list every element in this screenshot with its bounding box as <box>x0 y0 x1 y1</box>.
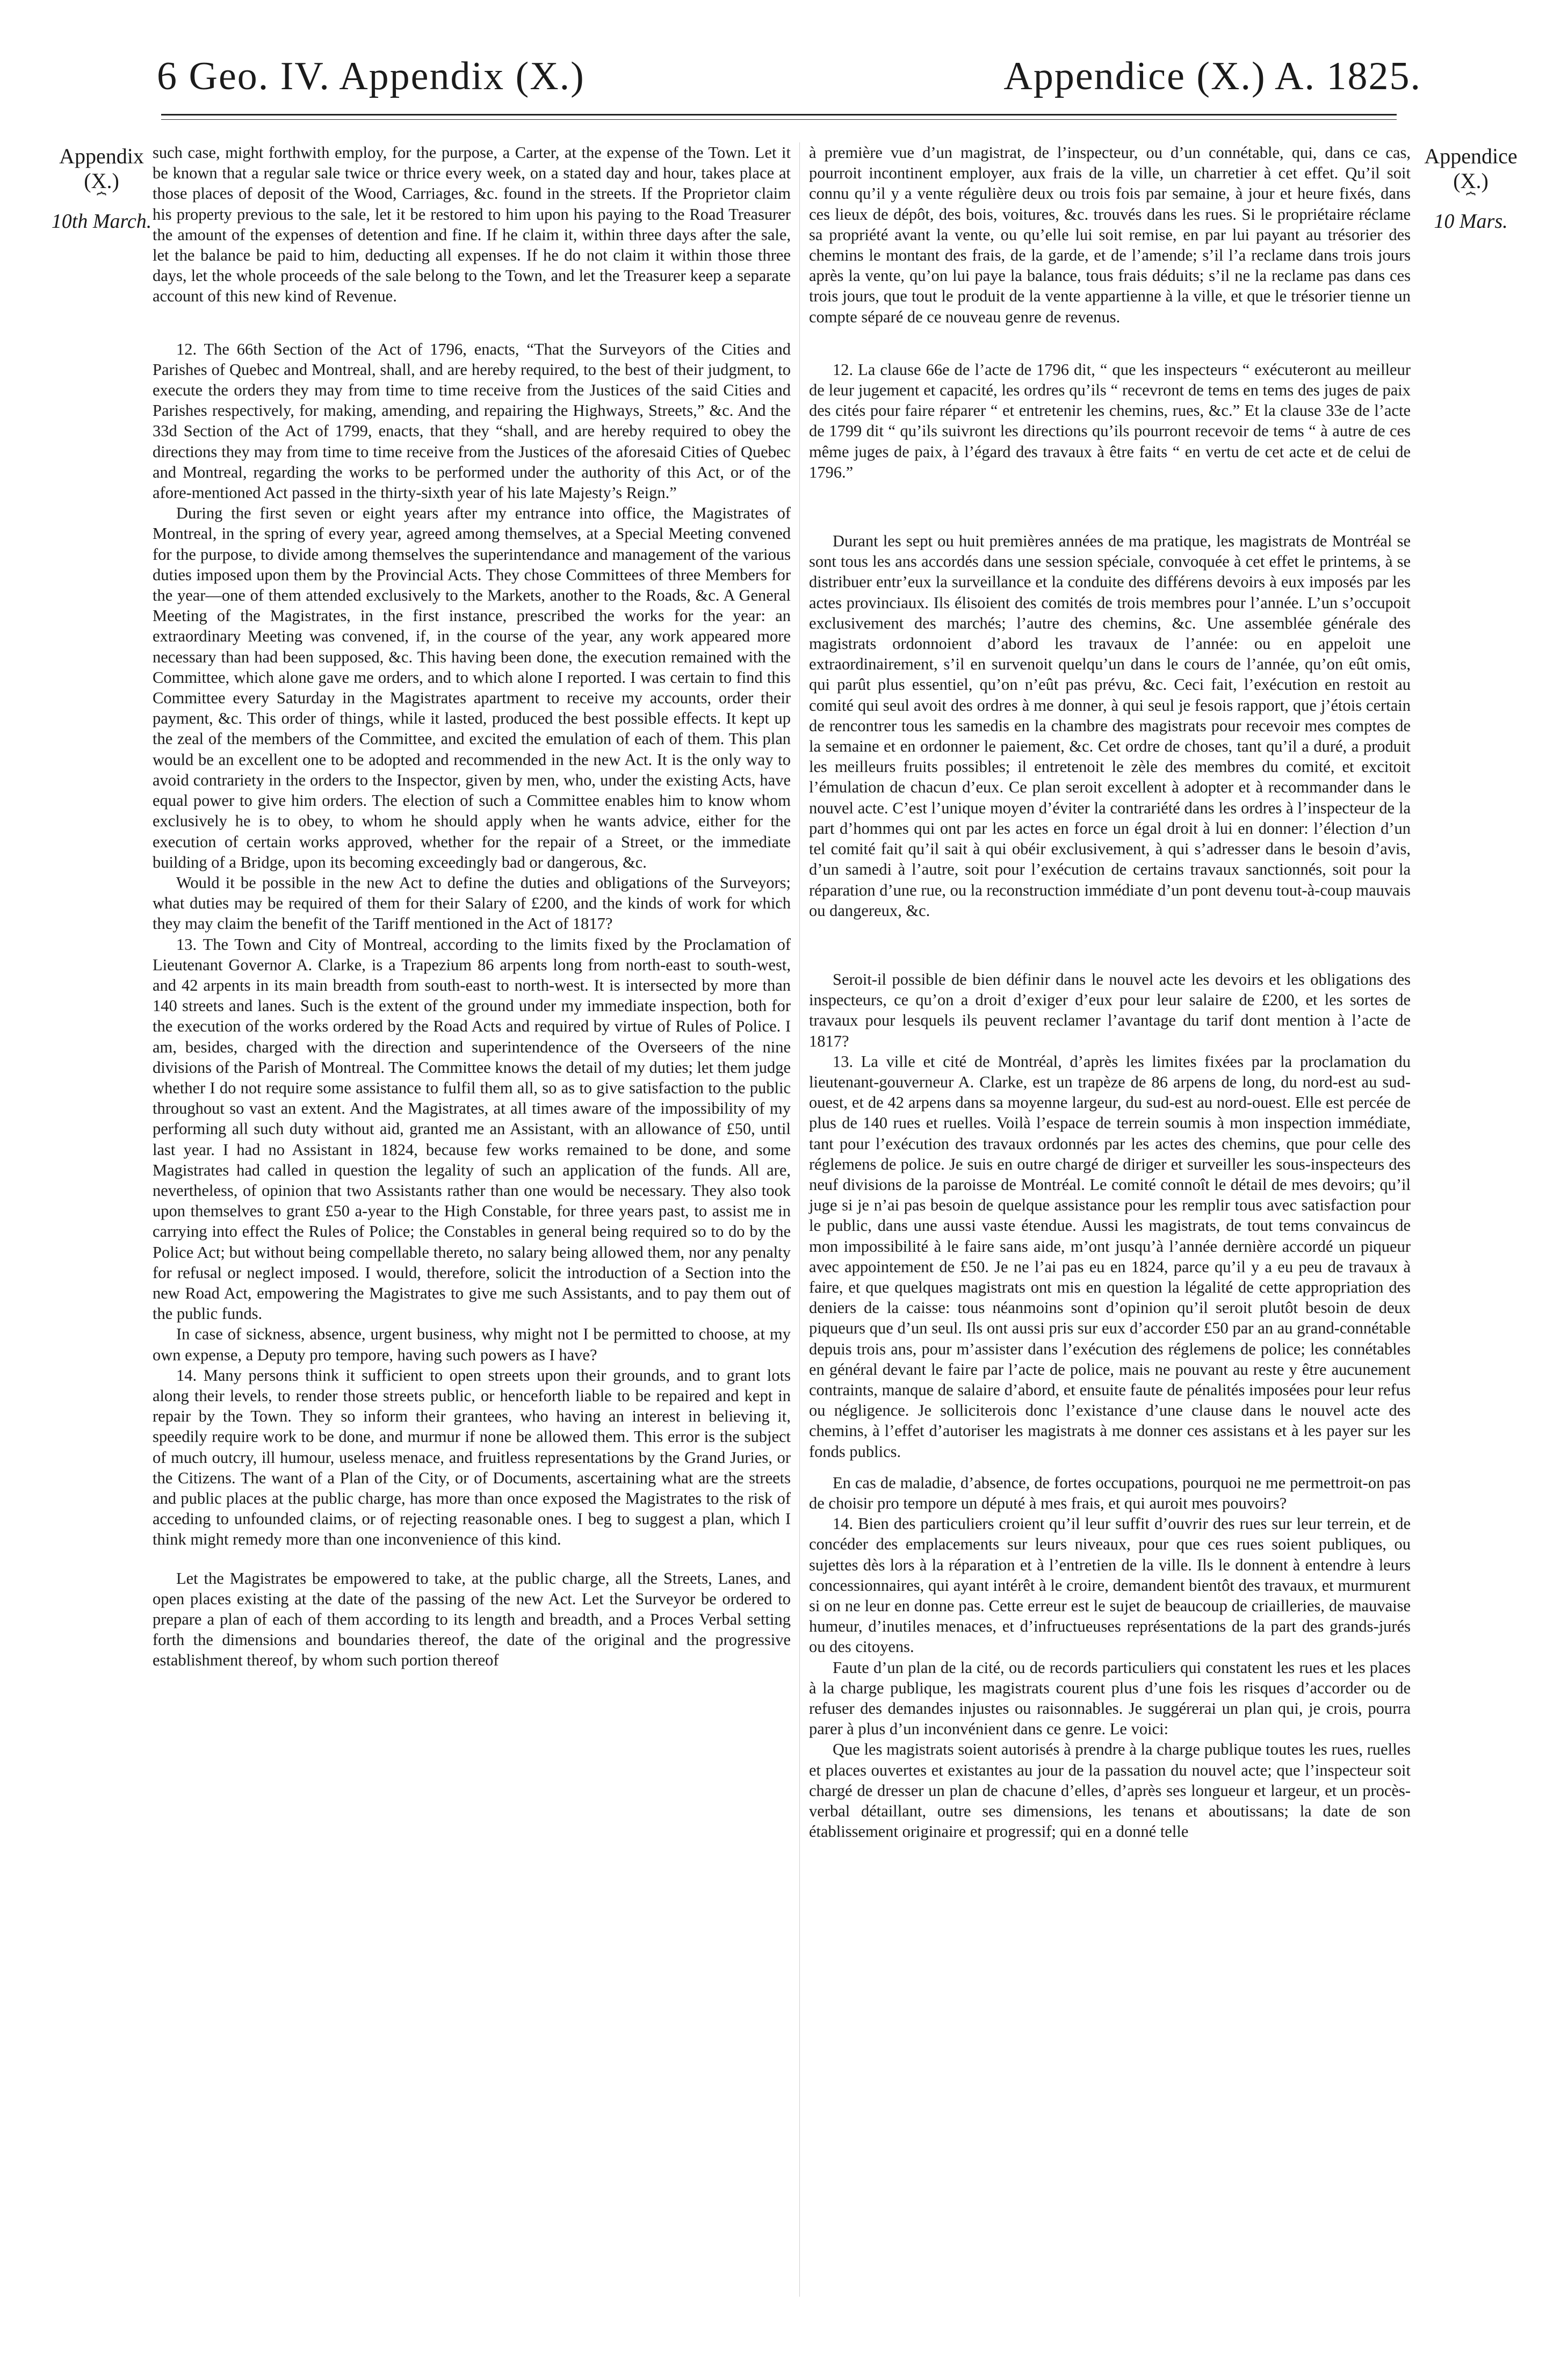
margin-date: 10th March. <box>51 210 152 233</box>
header-rule-thin <box>161 119 1397 120</box>
paragraph: such case, might forthwith employ, for the purpose, a Carter, at the expense of the Town. Let it be known that a regular sale twice or thrice every week, on a stated day and hour, takes place at those places of deposit of the Wood, Carriages, &c. found in the streets. If the Proprietor claim his property previous to the sale, let it be restored to him upon his paying to the Road Treasurer the amount of the expenses of detention and fine. If he claim it, within three days after the sale, let the balance be paid to him, deducting all expenses. If he do not claim it within those three days, let the whole proceeds of the sale belong to the Town, and let the Treasurer keep a separate account of this new kind of Revenue. <box>153 143 791 306</box>
running-header-left: 6 Geo. IV. Appendix (X.) <box>157 54 585 98</box>
running-header-right: Appendice (X.) A. 1825. <box>1003 54 1421 98</box>
french-column <box>809 142 1411 1842</box>
paragraph: 14. Bien des particuliers croient qu’il leur suffit d’ouvrir des rues sur leur terrein, et de concéder des emplacements sur leurs niveaux, pour que ces rues soient publiques, ou sujettes dès lors à la réparation et à l’entretien de la ville. Ils le donnent à entendre à leurs concessionnaires, qui ayant intérêt à le croire, demandent bientôt des travaux, et murmurent si on ne leur en donne pas. Cette erreur est le sujet de beaucoup de criailleries, de mauvaise humeur, d’inutiles menaces, et d’infructueuses représentations de la part des grands-jurés ou des citoyens. <box>809 1514 1411 1656</box>
paragraph: Durant les sept ou huit premières années de ma pratique, les magistrats de Montréal se sont tous les ans accordés dans une session spéciale, convoquée à cet effet le printems, à se distribuer entr’eux la surveillance et la conduite des différens devoirs à eux imposés par les actes provinciaux. Ils élisoient des comités de trois membres pour l’année. L’un s’occupoit exclusivement des marchés; l’autre des chemins, &c. Une assemblée générale des magistrats ordonnoient d’abord les travaux de l’année: ou en appeloit une extraordinairement, s’il en survenoit quelqu’un dans le cours de l’année, qu’on eût omis, qui parût plus essentiel, qu’on n’eût pas prévu, &c. Ceci fait, l’exécution en restoit au comité qui seul avoit des ordres à me donner, à qui seul je fesois rapport, que j’étois certain de rencontrer tous les samedis en la chambre des magistrats pour recevoir mes comptes de la semaine et en ordonner le paiement, &c. Cet ordre de choses, tant qu’il a duré, a produit les meilleurs fruits possibles; il entretenoit le zèle des membres du comité, et excitoit l’émulation de chacun d’eux. Ce plan seroit excellent à adopter et à recommander dans le nouvel acte. C’est l’unique moyen d’éviter la contrariété dans les ordres à l’inspecteur de la part d’hommes qui ont par les actes en force un égal droit à lui en donner: l’élection d’un tel comité fait qu’il sait à qui obéir exclusivement, à qui s’adresser dans le besoin d’avis, d’un samedi à l’autre, soit pour l’exécution de certains travaux sanctionnés, soit pour la réparation d’une rue, ou la reconstruction immédiate d’un pont devenu tout-à-coup mauvais ou dangereux, &c. <box>809 532 1411 920</box>
paragraph: Faute d’un plan de la cité, ou de records particuliers qui constatent les rues et les places à la charge publique, les magistrats courent plus d’une fois les risques d’accorder ou de refuser des demandes injustes ou raisonnables. Je suggérerai un plan qui, je crois, pourra parer à plus d’un inconvénient dans ce genre. Le voici: <box>809 1658 1411 1739</box>
margin-date: 10 Mars. <box>1434 210 1508 233</box>
paragraph: Would it be possible in the new Act to define the duties and obligations of the Surveyors; what duties may be required of them for their Salary of £200, and the kinds of work for which they may claim the benefit of the Tariff mentioned in the Act of 1817? <box>153 873 791 933</box>
paragraph: 12. The 66th Section of the Act of 1796, enacts, “That the Surveyors of the Cities and Parishes of Quebec and Montreal, shall, and are hereby required, to the best of their judgment, to execute the orders they may from time to time receive from the Justices of the said Cities and Parishes respectively, for making, amending, and repairing the Highways, Streets,” &c. And the 33d Section of the Act of 1799, enacts, that they “shall, and are hereby required to obey the directions they may from time to time receive from the Justices of the aforesaid Cities of Quebec and Montreal, regarding the works to be performed under the authority of this Act, or of the afore-mentioned Act passed in the thirty-sixth year of his late Majesty’s Reign.” <box>153 340 791 502</box>
margin-appendice-label: Appendice <box>1424 144 1518 168</box>
paragraph: During the first seven or eight years after my entrance into office, the Magistrates of Montreal, in the spring of every year, agreed among themselves, at a Special Meeting convened for the purpose, to divide among themselves the superintendance and management of the various duties imposed upon them by the Provincial Acts. They chose Committees of three Members for the year—one of them attended exclusively to the Markets, another to the Roads, &c. A General Meeting of the Magistrates, in the first instance, prescribed the works for the year: an extraordinary Meeting was convened, if, in the course of the year, any work appeared more necessary than had been supposed, &c. This having been done, the execution remained with the Committee, which alone gave me orders, and to which alone I reported. I was certain to find this Committee every Saturday in the Magistrates apartment to receive my accounts, order their payment, &c. This order of things, while it lasted, produced the best possible effects. It kept up the zeal of the members of the Committee, and excited the emulation of each of them. This plan would be an excellent one to be adopted and recommended in the new Act. It is the only way to avoid contrariety in the orders to the Inspector, given by men, who, under the existing Acts, have equal power to give him orders. The election of such a Committee enables him to know whom exclusively he is to obey, to whom he should apply when he wants advice, either for the execution of certain works approved, whether for the repair of a Street, or the immediate building of a Bridge, upon its becoming exceedingly bad or dangerous, &c. <box>153 504 791 871</box>
paragraph: Seroit-il possible de bien définir dans le nouvel acte les devoirs et les obligations des inspecteurs, ce qu’on a droit d’exiger d’eux pour leur salaire de £200, et les sortes de travaux pour lesquels ils peuvent reclamer l’avantage du tarif dont mention à l’acte de 1817? <box>809 970 1411 1050</box>
margin-brace-icon: ⏞ <box>1466 192 1476 210</box>
paragraph: Let the Magistrates be empowered to take, at the public charge, all the Streets, Lanes, and open places existing at the date of the passing of the new Act. Let the Surveyor be ordered to prepare a plan of each of them according to its length and breadth, and a Proces Verbal setting forth the dimensions and boundaries thereof, the date of the original and the progressive establishment thereof, by whom such portion thereof <box>153 1569 791 1670</box>
paragraph: 14. Many persons think it sufficient to open streets upon their grounds, and to grant lots along their levels, to render those streets public, or henceforth liable to be repaired and kept in repair by the Town. They so inform their grantees, who having an interest in believing it, speedily require work to be done, and murmur if none be allowed them. This error is the subject of much outcry, ill humour, useless menace, and fruitless representations by the Grand Juries, or the Citizens. The want of a Plan of the City, or of Documents, ascertaining what are the streets and public places at the public charge, has more than once exposed the Magistrates to the risk of acceding to unfounded claims, or of rejecting reasonable ones. I beg to suggest a plan, which I think might remedy more than one inconvenience of this kind. <box>153 1366 791 1549</box>
paragraph: 13. La ville et cité de Montréal, d’après les limites fixées par la proclamation du lieutenant-gouverneur A. Clarke, est un trapèze de 86 arpens de long, du nord-est au sud-ouest, et de 42 arpens dans sa moyenne largeur, du sud-est au nord-ouest. Elle est percée de plus de 140 rues et ruelles. Voilà l’espace de terrein soumis à mon inspection immédiate, tant pour l’exécution des travaux ordonnés par les actes des chemins, que pour celle des réglemens de police. Je suis en outre chargé de diriger et surveiller les sous-inspecteurs des neuf divisions de la paroisse de Montréal. Le comité connoît le détail de mes devoirs; qu’il juge si je n’ai pas besoin de quelque assistance pour les remplir tous avec satisfaction pour le public, dans une aussi vaste étendue. Aussi les magistrats, de tout tems convaincus de mon impossibilité à le faire sans aide, m’ont jusqu’à l’année dernière accordé un piqueur avec appointement de £50. Je ne l’ai pas eu en 1824, parce qu’il y a eu peu de travaux à faire, et que quelques magistrats ont mis en question la légalité de cette appropriation des deniers de la caisse: tous néanmoins sont d’opinion qu’il seroit plutôt besoin de deux piqueurs que d’un seul. Ils ont aussi pris sur eux d’accorder £50 par an au grand-connétable depuis trois ans, pour m’assister dans l’exécution des réglemens de police; les connétables en général devant le faire par l’acte de police, mais ne pouvant au reste y être aucunement contraints, manque de salaire d’abord, et ensuite faute de pénalités imposées pour leur refus ou négligence. Je solliciterois donc l’existance d’une clause dans le nouvel acte des chemins, à l’effet d’autoriser les magistrats à me donner ces assistans et à les payer sur les fonds publics. <box>809 1052 1411 1461</box>
english-column <box>153 142 791 1671</box>
paragraph: 13. The Town and City of Montreal, according to the limits fixed by the Proclamation of Lieutenant Governor A. Clarke, is a Trapezium 86 arpents long from north-east to south-west, and 42 arpents in its main breadth from south-east to north-west. It is intersected by more than 140 streets and lanes. Such is the extent of the ground under my immediate inspection, both for the execution of the works ordered by the Road Acts and required by virtue of Rules of Police. I am, besides, charged with the direction and superintendence of the Overseers of the nine divisions of the Parish of Montreal. The Committee knows the detail of my duties; let them judge whether I do not require some assistance to fulfil them all, so as to give satisfaction to the public throughout so vast an extent. And the Magistrates, at all times aware of the impossibility of my performing all such duty without aid, granted me an Assistant, with an allowance of £50, until last year. I had no Assistant in 1824, because few works remained to be done, and some Magistrates had called in question the legality of such an application of the funds. All are, nevertheless, of opinion that two Assistants rather than one would be necessary. They also took upon themselves to grant £50 a-year to the High Constable, for three years past, to assist me in carrying into effect the Rules of Police; the Constables in general being required so to do by the Police Act; but without being compellable thereto, no salary being allowed them, nor any penalty for refusal or neglect imposed. I would, therefore, solicit the introduction of a Section into the new Road Act, empowering the Magistrates to give me such Assistants, and to pay them out of the public funds. <box>153 935 791 1323</box>
margin-note-left <box>50 144 153 233</box>
paragraph: 12. La clause 66e de l’acte de 1796 dit, “ que les inspecteurs “ exécuteront au meilleur de leur jugement et capacité, les ordres qu’ils “ recevront de tems en tems des juges de paix des cités pour faire réparer “ et entretenir les chemins, rues, &c.” Et la clause 33e de l’acte de 1799 dit “ qu’ils suivront les directions qu’ils pourront recevoir de tems “ à autre de ces même juges de paix, à l’égard des travaux à être faits “ en vertu de cet acte et de celui de 1796.” <box>809 360 1411 481</box>
paragraph: In case of sickness, absence, urgent business, why might not I be permitted to choose, at my own expense, a Deputy pro tempore, having such powers as I have? <box>153 1325 791 1364</box>
margin-appendice-letter: (X.) <box>1453 169 1489 193</box>
margin-note-right <box>1412 144 1530 233</box>
column-divider <box>799 142 800 2297</box>
paragraph: à première vue d’un magistrat, de l’inspecteur, ou d’un connétable, qui, dans ce cas, pourroit incontinent employer, aux frais de la ville, un charretier à cet effet. Qu’il soit connu qu’il y a vente régulière deux ou trois fois par semaine, à jour et heure fixés, dans ces lieux de dépôt, des bois, voitures, &c. trouvés dans les rues. Si le propriétaire réclame sa propriété avant la vente, ou qu’elle lui soit remise, en par lui payant au trésorier des chemins le montant des frais, de la garde, et de l’amende; s’il l’a reclame dans trois jours après la vente, qu’on lui paye la balance, tous frais déduits; s’il ne la reclame pas dans ces trois jours, que tout le produit de la vente appartienne à la ville, et que le trésorier tienne un compte séparé de ce nouveau genre de revenus. <box>809 143 1411 326</box>
margin-appendix-letter: (X.) <box>84 169 119 193</box>
paragraph: En cas de maladie, d’absence, de fortes occupations, pourquoi ne me permettroit-on pas de choisir pro tempore un député à mes frais, et qui auroit mes pouvoirs? <box>809 1473 1411 1512</box>
margin-appendix-label: Appendix <box>59 144 144 168</box>
margin-brace-icon: ⏞ <box>97 192 106 210</box>
header-rule <box>161 114 1397 116</box>
paragraph: Que les magistrats soient autorisés à prendre à la charge publique toutes les rues, ruelles et places ouvertes et existantes au jour de la passation du nouvel acte; que l’inspecteur soit chargé de dresser un plan de chacune d’elles, d’après ses longueur et largeur, et un procès-verbal détaillant, outre ses dimensions, les tenans et aboutissans; la date de son établissement originaire et progressif; qui en a donné telle <box>809 1740 1411 1841</box>
